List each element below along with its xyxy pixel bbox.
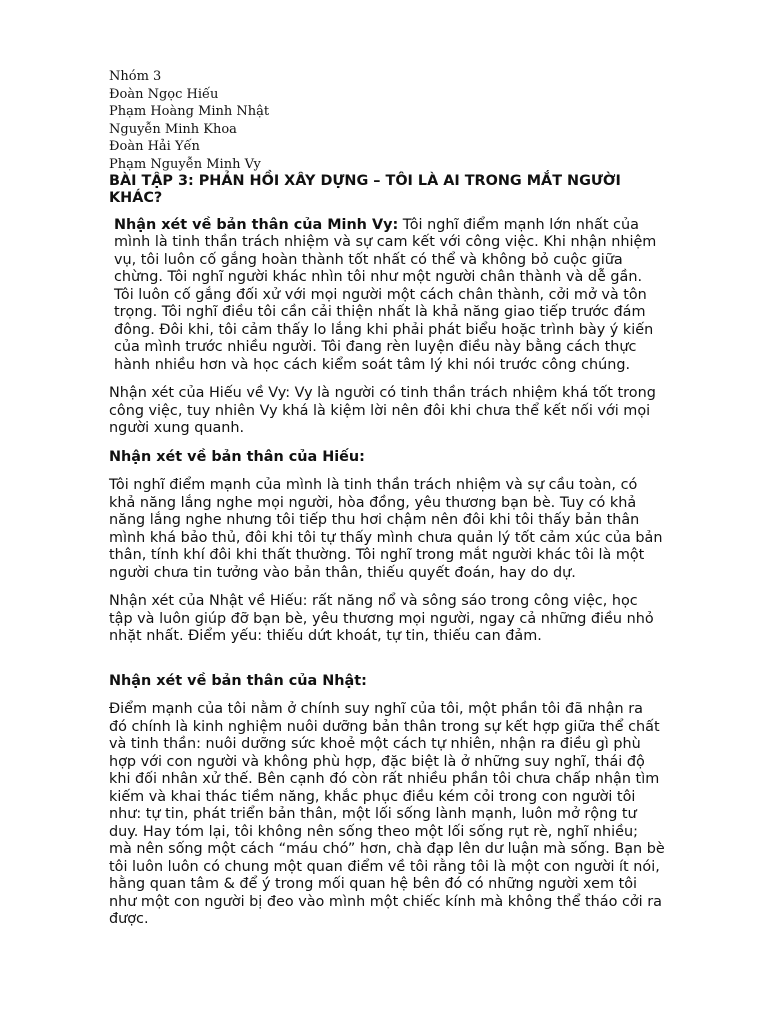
vy-self-review-text: Tôi nghĩ điểm mạnh lớn nhất của mình là tinh thần trách nhiệm và sự cam kết với công việc. Khi nhận nhiệm vụ, tôi luôn cố gắng hoàn thành tốt nhất có thể và không bỏ cuộc giữa chừng. Tôi nghĩ người khác nhìn tôi như một người chân thành và dễ gần. Tôi luôn cố gắng đối xử với mọi người một cách chân thành, cởi mở và tôn trọng. Tôi nghĩ điều tôi cần cải thiện nhất là khả năng giao tiếp trước đám đông. Đôi khi, tôi cảm thấy lo lắng khi phải phát biểu hoặc trình bày ý kiến của mình trước nhiều người. Tôi đang rèn luyện điều này bằng cách thực hành nhiều hơn và học cách kiểm soát tâm lý khi nói trước công chúng.	[114, 216, 657, 373]
member-name: Nguyễn Minh Khoa	[109, 121, 237, 137]
document-page	[109, 68, 665, 929]
member-name: Đoàn Hải Yến	[109, 139, 200, 155]
document-title: BÀI TẬP 3: PHẢN HỒI XÂY DỰNG – TÔI LÀ AI TRONG MẮT NGƯỜI KHÁC?	[109, 172, 621, 207]
document-content	[109, 173, 665, 929]
group-name: Nhóm 3	[109, 69, 162, 84]
hieu-self-review-text: Tôi nghĩ điểm mạnh của mình là tinh thần trách nhiệm và sự cầu toàn, có khả năng lắng nghe mọi người, hòa đồng, yêu thương bạn bè. Tuy có khả năng lắng nghe nhưng tôi tiếp thu hơi chậm nên đôi khi tôi thấy bản thân mình khá bảo thủ, đôi khi tôi tự thấy mình chưa quản lý tốt cảm xúc của bản thân, tính khí đôi khi thất thường. Tôi nghĩ trong mắt người khác tôi là một người chưa tin tưởng vào bản thân, thiếu quyết đoán, hay do dự.	[109, 477, 663, 581]
member-name: Phạm Hoàng Minh Nhật	[109, 104, 270, 120]
nhat-self-review-heading: Nhận xét về bản thân của Nhật:	[109, 672, 367, 689]
hieu-review-of-vy: Nhận xét của Hiếu về Vy: Vy là người có tinh thần trách nhiệm khá tốt trong công việc, tuy nhiên Vy khá là kiệm lời nên đôi khi chưa thể kết nối với mọi người xung quanh.	[109, 385, 656, 437]
member-name: Đoàn Ngọc Hiếu	[109, 86, 219, 102]
vy-self-review-heading: Nhận xét về bản thân của Minh Vy:	[114, 216, 399, 233]
group-member-list	[109, 68, 665, 174]
nhat-review-of-hieu: Nhận xét của Nhật về Hiếu: rất năng nổ và sông sáo trong công việc, học tập và luôn giúp đỡ bạn bè, yêu thương mọi người, ngay cả những điều nhỏ nhặt nhất. Điểm yếu: thiếu dứt khoát, tự tin, thiếu can đảm.	[109, 593, 654, 645]
member-name: Phạm Nguyễn Minh Vy	[109, 156, 261, 172]
hieu-self-review-heading: Nhận xét về bản thân của Hiếu:	[109, 448, 365, 465]
nhat-self-review-text: Điểm mạnh của tôi nằm ở chính suy nghĩ của tôi, một phần tôi đã nhận ra đó chính là kinh nghiệm nuôi dưỡng bản thân trong sự kết hợp giữa thể chất và tinh thần: nuôi dưỡng sức khoẻ một cách tự nhiên, nhận ra điều gì phù hợp với con người và không phù hợp, đặc biệt là ở những suy nghĩ, thái độ khi đối nhân xử thế. Bên cạnh đó còn rất nhiều phần tôi chưa chấp nhận tìm kiếm và khai thác tiềm năng, khắc phục điều kém cỏi trong con người tôi như: tự tin, phát triển bản thân, một lối sống lành mạnh, luôn mở rộng tư duy. Hay tóm lại, tôi không nên sống theo một lối sống rụt rè, nghĩ nhiều; mà nên sống một cách “máu chó” hơn, chà đạp lên dư luận mà sống. Bạn bè tôi luôn luôn có chung một quan điểm về tôi rằng tôi là một con người ít nói, hằng quan tâm & để ý trong mối quan hệ bên đó có những người xem tôi như một con người bị đeo vào mình một chiếc kính mà không thể tháo cởi ra được.	[109, 701, 665, 928]
vy-self-review	[109, 217, 665, 375]
